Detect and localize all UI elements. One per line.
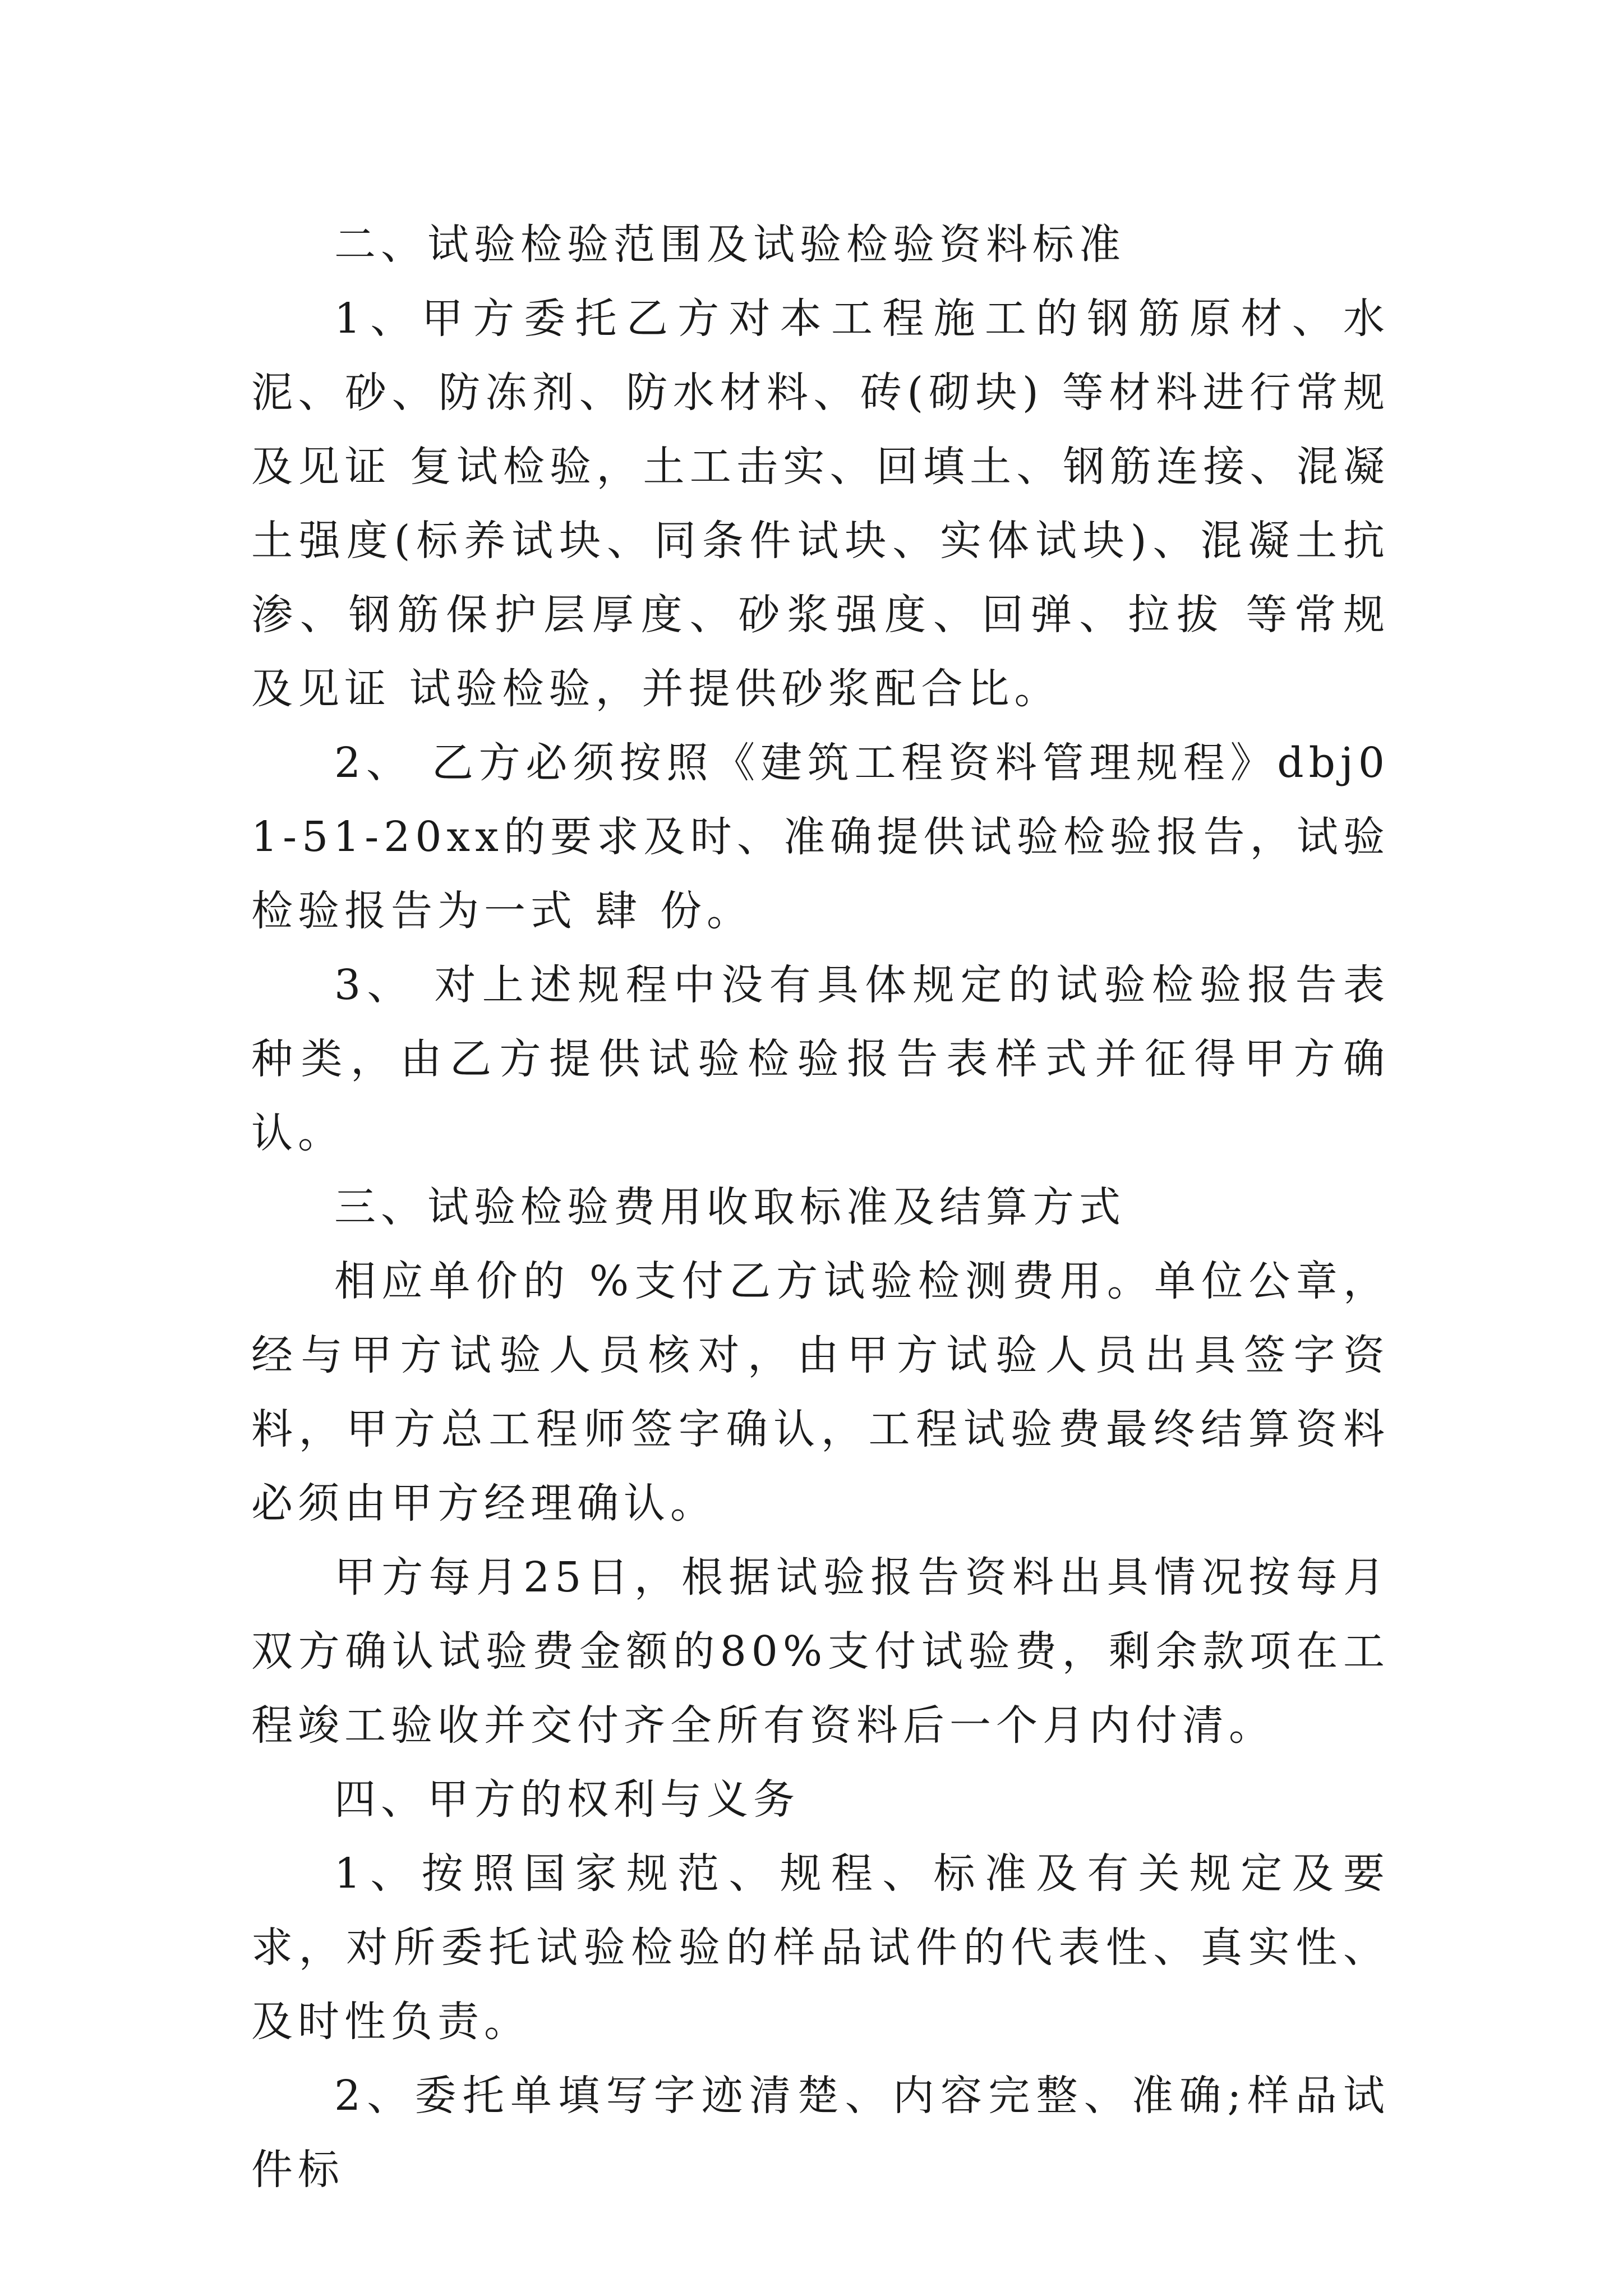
clause-3-2: 甲方每月25日，根据试验报告资料出具情况按每月双方确认试验费金额的80%支付试验费，剩余款项在工程竣工验收并交付齐全所有资料后一个月内付清。 <box>251 1553 1390 1750</box>
section-heading-2: 二、试验检验范围及试验检验资料标准 <box>334 220 1126 269</box>
section-heading-4: 四、甲方的权利与义务 <box>334 1775 800 1824</box>
clause-4-1: 1、按照国家规范、规程、标准及有关规定及要求，对所委托试验检验的样品试件的代表性、真实性、及时性负责。 <box>251 1849 1390 2046</box>
clause-2-1: 1、甲方委托乙方对本工程施工的钢筋原材、水泥、砂、防冻剂、防水材料、砖(砌块) 等材料进行常规 及见证 复试检验，土工击实、回填土、钢筋连接、混凝土强度(标养试块、同条件试块、实体试块)、混凝土抗渗、钢筋保护层厚度、砂浆强度、回弹、拉拔 等常规 及见证 试验检验，并提供砂浆配合比。 <box>251 295 1408 713</box>
clause-3-1: 相应单价的 %支付乙方试验检测费用。单位公章，经与甲方试验人员核对，由甲方试验人员出具签字资料，甲方总工程师签字确认，工程试验费最终结算资料必须由甲方经理确认。 <box>251 1257 1390 1527</box>
section-heading-3: 三、试验检验费用收取标准及结算方式 <box>334 1183 1126 1231</box>
clause-2-3: 3、 对上述规程中没有具体规定的试验检验报告表种类，由乙方提供试验检验报告表样式并征得甲方确认。 <box>251 961 1390 1157</box>
clause-4-2: 2、委托单填写字迹清楚、内容完整、准确;样品试件标 <box>251 2072 1390 2194</box>
clause-2-2: 2、 乙方必须按照《建筑工程资料管理规程》dbj01-51-20xx的要求及时、准确提供试验检验报告，试验检验报告为一式 肆 份。 <box>251 739 1390 935</box>
document-body <box>251 208 1408 2207</box>
